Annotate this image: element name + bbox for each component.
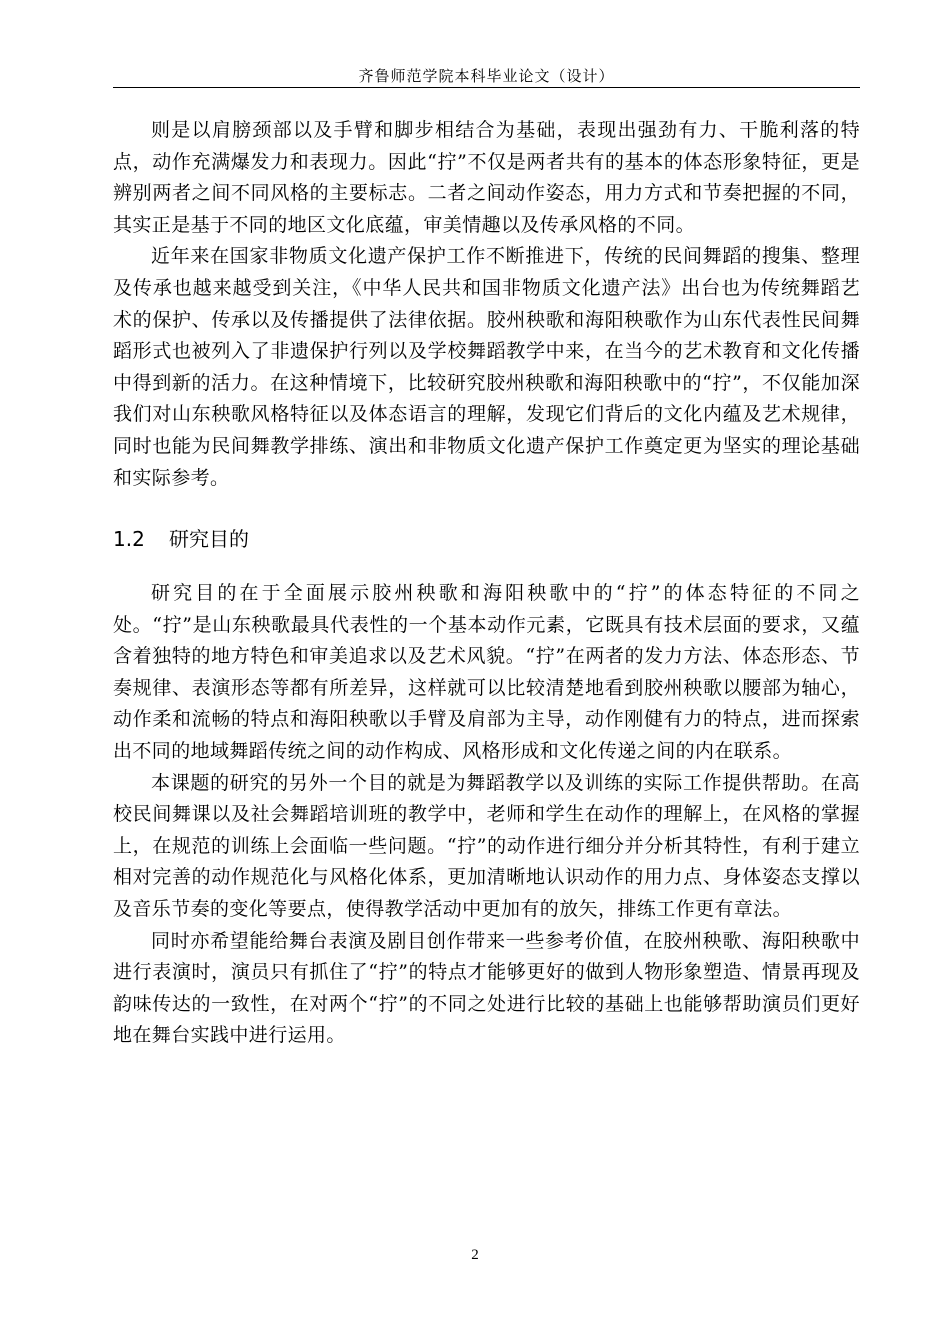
section-title: 研究目的: [169, 527, 249, 551]
paragraph: 则是以肩膀颈部以及手臂和脚步相结合为基础，表现出强劲有力、干脆利落的特点，动作充满爆发力和表现力。因此“拧”不仅是两者共有的基本的体态形象特征，更是辨别两者之间不同风格的主要标志。二者之间动作姿态，用力方式和节奏把握的不同，其实正是基于不同的地区文化底蕴，审美情趣以及传承风格的不同。: [113, 119, 860, 236]
section-heading: [113, 524, 249, 554]
paragraph: 同时亦希望能给舞台表演及剧目创作带来一些参考价值，在胶州秧歌、海阳秧歌中进行表演时，演员只有抓住了“拧”的特点才能够更好的做到人物形象塑造、情景再现及韵味传达的一致性，在对两个“拧”的不同之处进行比较的基础上也能够帮助演员们更好地在舞台实践中进行运用。: [113, 929, 860, 1047]
page-number: 2: [471, 1247, 479, 1263]
section-1-1-continued: [113, 115, 860, 494]
paragraph: 近年来在国家非物质文化遗产保护工作不断推进下，传统的民间舞蹈的搜集、整理及传承也越来越受到关注，《中华人民共和国非物质文化遗产法》出台也为传统舞蹈艺术的保护、传承以及传播提供了法律依据。胶州秧歌和海阳秧歌作为山东代表性民间舞蹈形式也被列入了非遗保护行列以及学校舞蹈教学中来，在当今的艺术教育和文化传播中得到新的活力。在这种情境下，比较研究胶州秧歌和海阳秧歌中的“拧”，不仅能加深我们对山东秧歌风格特征以及体态语言的理解，发现它们背后的文化内蕴及艺术规律，同时也能为民间舞教学排练、演出和非物质文化遗产保护工作奠定更为坚实的理论基础和实际参考。: [113, 245, 860, 489]
section-1-2-body: [113, 578, 860, 1052]
page-header: 齐鲁师范学院本科毕业论文（设计）: [358, 67, 615, 85]
header-divider: [113, 87, 860, 88]
paragraph: 研究目的在于全面展示胶州秧歌和海阳秧歌中的“拧”的体态特征的不同之处。“拧”是山东秧歌最具代表性的一个基本动作元素，它既具有技术层面的要求，又蕴含着独特的地方特色和审美追求以及艺术风貌。“拧”在两者的发力方法、体态形态、节奏规律、表演形态等都有所差异，这样就可以比较清楚地看到胶州秧歌以腰部为轴心，动作柔和流畅的特点和海阳秧歌以手臂及肩部为主导，动作刚健有力的特点，进而探索出不同的地域舞蹈传统之间的动作构成、风格形成和文化传递之间的内在联系。: [113, 582, 860, 762]
section-number: 1.2: [113, 527, 145, 551]
paragraph: 本课题的研究的另外一个目的就是为舞蹈教学以及训练的实际工作提供帮助。在高校民间舞课以及社会舞蹈培训班的教学中，老师和学生在动作的理解上，在风格的掌握上，在规范的训练上会面临一些问题。“拧”的动作进行细分并分析其特性，有利于建立相对完善的动作规范化与风格化体系，更加清晰地认识动作的用力点、身体姿态支撑以及音乐节奏的变化等要点，使得教学活动中更加有的放矢，排练工作更有章法。: [113, 771, 860, 920]
